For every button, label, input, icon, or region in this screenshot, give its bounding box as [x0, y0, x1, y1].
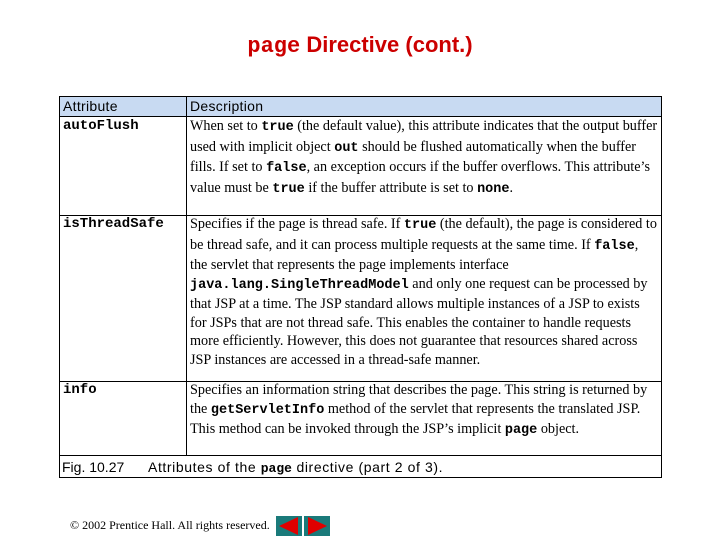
description-text: Specifies an information string that describes the page. This string is returned by the: [190, 382, 648, 417]
code-term: getServletInfo: [210, 402, 325, 418]
description-text: Specifies if the page is thread safe. If: [190, 216, 404, 232]
code-term: java.lang.SingleThreadModel: [190, 277, 409, 293]
figure-number: Fig. 10.27: [62, 459, 125, 475]
description-text: should be flushed automatically when the buffer fills. If set to: [190, 138, 637, 175]
code-term: false: [594, 238, 635, 254]
description-text: (the default), the page is considered to be thread safe, and it can process multiple requests at the same time. If: [190, 216, 657, 253]
copyright-footer: © 2002 Prentice Hall. All rights reserved.: [70, 518, 270, 532]
code-term: none: [477, 181, 510, 197]
caption-code: page: [260, 461, 292, 476]
caption-text: [148, 456, 443, 480]
code-term: out: [334, 140, 359, 156]
description-text: When set to: [190, 118, 262, 134]
code-term: true: [261, 120, 294, 135]
description-info: [190, 381, 658, 441]
description-text: if the buffer attribute is set to: [304, 179, 478, 196]
left-arrow-icon[interactable]: [276, 516, 302, 536]
attributes-table: [59, 96, 662, 478]
description-text: and only one request can be processed by that JSP at a time. The JSP standard allows multiple instances of a JSP to exists for JSPs that are not thread safe. This enables the container to handle requests more efficiently. However, this does not guarantee that resources shared across JSP instances are accessed in a thread-safe manner.: [190, 275, 648, 368]
code-term: true: [403, 218, 437, 233]
right-arrow-icon[interactable]: [304, 516, 330, 536]
figure-caption: [60, 455, 661, 478]
description-text: , an exception occurs if the buffer overflows. This attribute’s value must be: [190, 159, 651, 196]
column-divider: [186, 97, 187, 455]
title-text: Directive (cont.): [306, 32, 473, 57]
code-term: false: [266, 161, 307, 176]
attribute-autoflush: autoFlush: [63, 118, 139, 134]
description-autoflush: [190, 117, 658, 199]
description-isthreadsafe: [190, 215, 658, 369]
description-text: method of the servlet that represents the translated JSP. This method can be invoked through the JSP’s implicit: [190, 400, 641, 437]
table-header: [60, 97, 661, 117]
attribute-info: info: [63, 382, 97, 398]
header-description: Description: [190, 98, 264, 114]
caption-after: directive (part 2 of 3).: [291, 459, 444, 475]
code-term: true: [272, 181, 305, 197]
description-text: .: [509, 179, 514, 196]
description-text: , the servlet that represents the page implements interface: [190, 236, 639, 273]
description-text: (the default value), this attribute indicates that the output buffer used with implicit object: [190, 118, 658, 155]
attribute-isthreadsafe: isThreadSafe: [63, 216, 164, 232]
caption-before: Attributes of the: [148, 459, 261, 475]
description-text: object.: [537, 421, 580, 437]
title-code: page: [247, 34, 301, 59]
header-attribute: Attribute: [63, 98, 118, 114]
code-term: page: [504, 423, 538, 438]
slide-title: [0, 32, 720, 59]
